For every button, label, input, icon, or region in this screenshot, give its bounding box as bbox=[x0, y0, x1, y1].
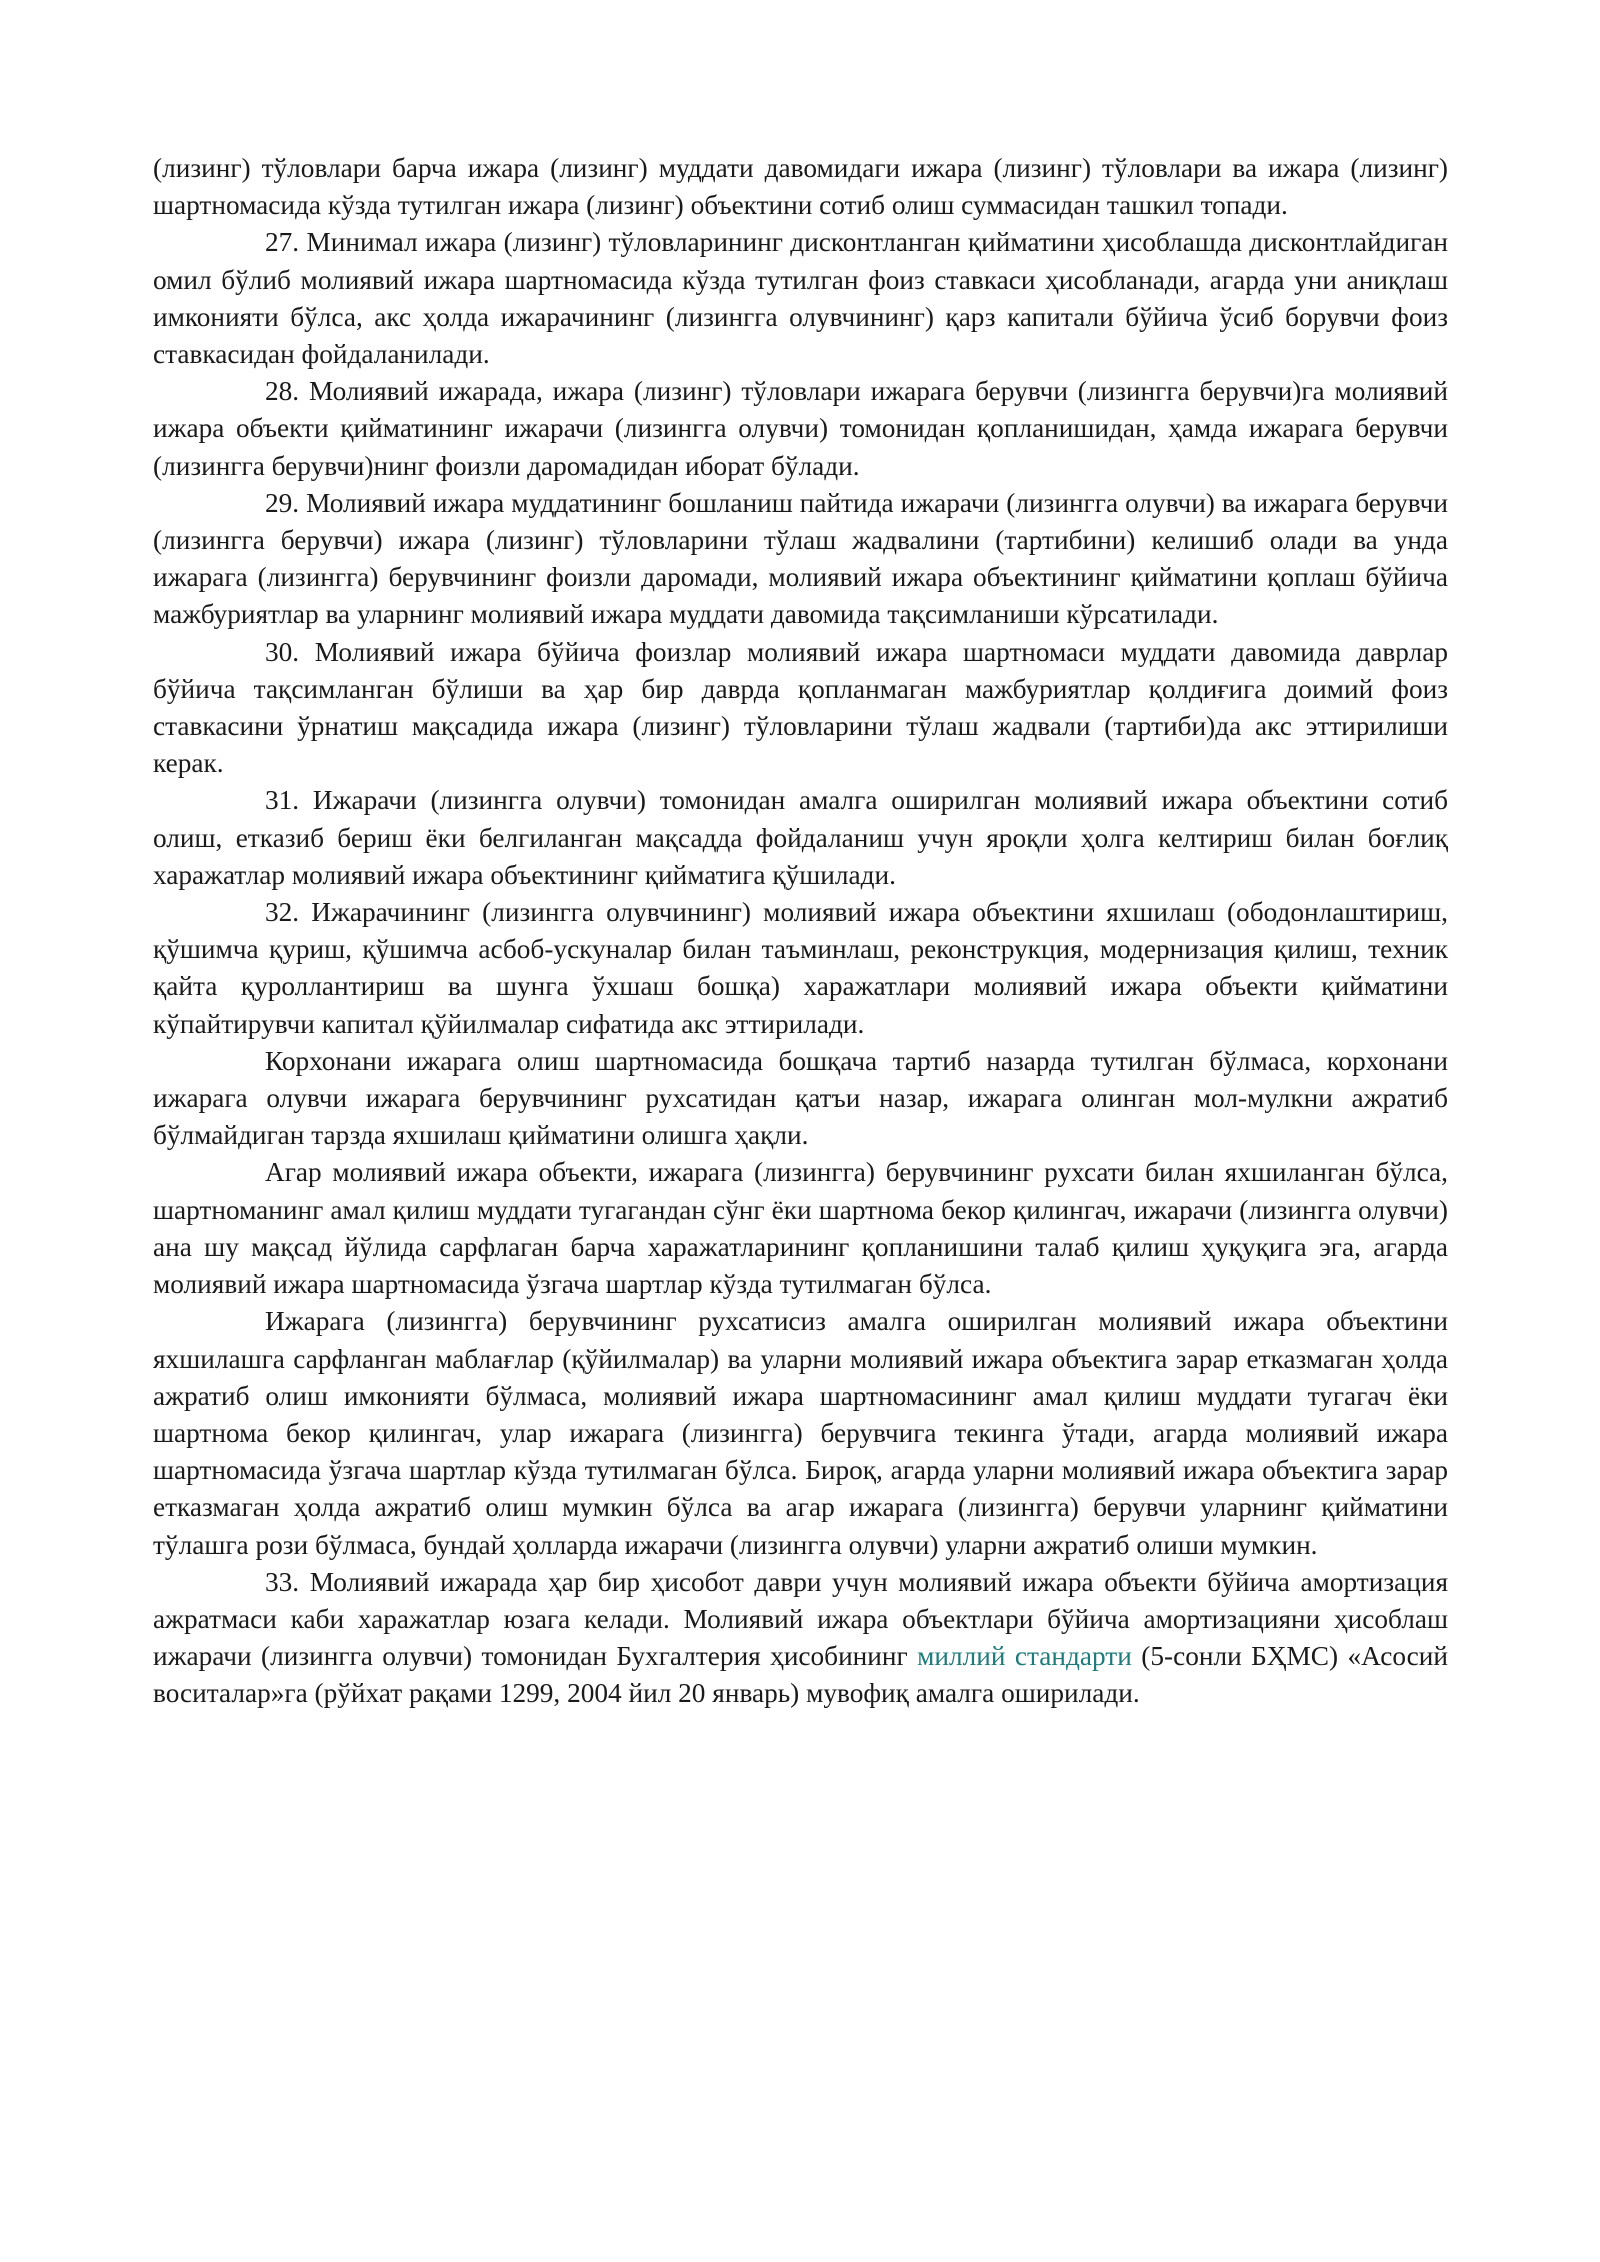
document-body bbox=[153, 150, 1448, 1713]
paragraph-28: 28. Молиявий ижарада, ижара (лизинг) тўловлари ижарага берувчи (лизингга берувчи)га молиявий ижара объекти қийматининг ижарачи (лизингга олувчи) томонидан қопланишидан, ҳамда ижарага берувчи (лизингга берувчи)нинг фоизли даромадидан иборат бўлади. bbox=[153, 376, 1448, 481]
paragraph-31: 31. Ижарачи (лизингга олувчи) томонидан амалга оширилган молиявий ижара объектини сотиб олиш, етказиб бериш ёки белгиланган мақсадда фойдаланиш учун яроқли ҳолга келтириш билан боғлиқ харажатлар молиявий ижара объектининг қийматига қўшилади. bbox=[153, 785, 1448, 890]
paragraph-30: 30. Молиявий ижара бўйича фоизлар молиявий ижара шартномаси муддати давомида даврлар бўйича тақсимланган бўлиши ва ҳар бир даврда қопланмаган мажбуриятлар қолдиғига доимий фоиз ставкасини ўрнатиш мақсадида ижара (лизинг) тўловларини тўлаш жадвали (тартиби)да акс эттирилиши керак. bbox=[153, 636, 1448, 779]
paragraph-32: 32. Ижарачининг (лизингга олувчининг) молиявий ижара объектини яхшилаш (ободонлаштириш, қўшимча қуриш, қўшимча асбоб-ускуналар билан таъминлаш, реконструкция, модернизация қилиш, техник қайта қуроллантириш ва шунга ўхшаш бошқа) харажатлари молиявий ижара объекти қийматини кўпайтирувчи капитал қўйилмалар сифатида акс эттирилади. bbox=[153, 897, 1448, 1039]
paragraph-continuation: (лизинг) тўловлари барча ижара (лизинг) муддати давомидаги ижара (лизинг) тўловлари ва ижара (лизинг) шартномасида кўзда тутилган ижара (лизинг) объектини сотиб олиш суммасидан ташкил топади. bbox=[153, 153, 1448, 221]
paragraph-27: 27. Минимал ижара (лизинг) тўловларининг дисконтланган қийматини ҳисоблашда дисконтлайдиган омил бўлиб молиявий ижара шартномасида кўзда тутилган фоиз ставкаси ҳисобланади, агарда уни аниқлаш имконияти бўлса, акс ҳолда ижарачининг (лизингга олувчининг) қарз капитали бўйича ўсиб борувчи фоиз ставкасидан фойдаланилади. bbox=[153, 227, 1448, 370]
paragraph-32-enterprise-lease: Корхонани ижарага олиш шартномасида бошқача тартиб назарда тутилган бўлмаса, корхонани ижарага олувчи ижарага берувчининг рухсатидан қатъи назар, ижарага олинган мол-мулкни ажратиб бўлмайдиган тарзда яхшилаш қийматини олишга ҳақли. bbox=[153, 1045, 1448, 1151]
paragraph-32-improvement-without-permission: Ижарага (лизингга) берувчининг рухсатисиз амалга оширилган молиявий ижара объектини яхшилашга сарфланган маблағлар (қўйилмалар) ва уларни молиявий ижара объектига зарар етказмаган ҳолда ажратиб олиш имконияти бўлмаса, молиявий ижара шартномасининг амал қилиш муддати тугагач ёки шартнома бекор қилингач, улар ижарага (лизингга) берувчига текинга ўтади, агарда молиявий ижара шартномасида ўзгача шартлар кўзда тутилмаган бўлса. Бироқ, агарда уларни молиявий ижара объектига зарар етказмаган ҳолда ажратиб олиш мумкин бўлса ва агар ижарага (лизингга) берувчи уларнинг қийматини тўлашга рози бўлмаса, бундай ҳолларда ижарачи (лизингга олувчи) уларни ажратиб олиши мумкин. bbox=[153, 1306, 1448, 1560]
national-standard-link[interactable]: миллий стандарти bbox=[917, 1641, 1132, 1672]
paragraph-29: 29. Молиявий ижара муддатининг бошланиш пайтида ижарачи (лизингга олувчи) ва ижарага берувчи (лизингга берувчи) ижара (лизинг) тўловларини тўлаш жадвалини (тартибини) келишиб олади ва унда ижарага (лизингга) берувчининг фоизли даромади, молиявий ижара объектининг қийматини қоплаш бўйича мажбуриятлар ва уларнинг молиявий ижара муддати давомида тақсимланиши кўрсатилади. bbox=[153, 487, 1448, 630]
paragraph-33-text-before: 33. Молиявий ижарада ҳар бир ҳисобот даври учун молиявий ижара объекти бўйича амортизация ажратмаси каби харажатлар юзага келади. Молиявий ижара объектлари бўйича амортизацияни ҳисоблаш ижарачи (лизингга олувчи) томонидан Бухгалтерия ҳисобининг bbox=[153, 1566, 1448, 1672]
paragraph-33 bbox=[153, 1564, 1448, 1713]
paragraph-32-improvement-permitted: Агар молиявий ижара объекти, ижарага (лизингга) берувчининг рухсати билан яхшиланган бўлса, шартноманинг амал қилиш муддати тугагандан сўнг ёки шартнома бекор қилингач, ижарачи (лизингга олувчи) ана шу мақсад йўлида сарфлаган барча харажатларининг қопланишини талаб қилиш ҳуқуқига эга, агарда молиявий ижара шартномасида ўзгача шартлар кўзда тутилмаган бўлса. bbox=[153, 1157, 1448, 1300]
paragraph-33-text-after: (5-сонли БҲМС) «Асосий воситалар»га (рўйхат рақами 1299, 2004 йил 20 январь) мувофиқ амалга оширилади. bbox=[153, 1641, 1448, 1709]
